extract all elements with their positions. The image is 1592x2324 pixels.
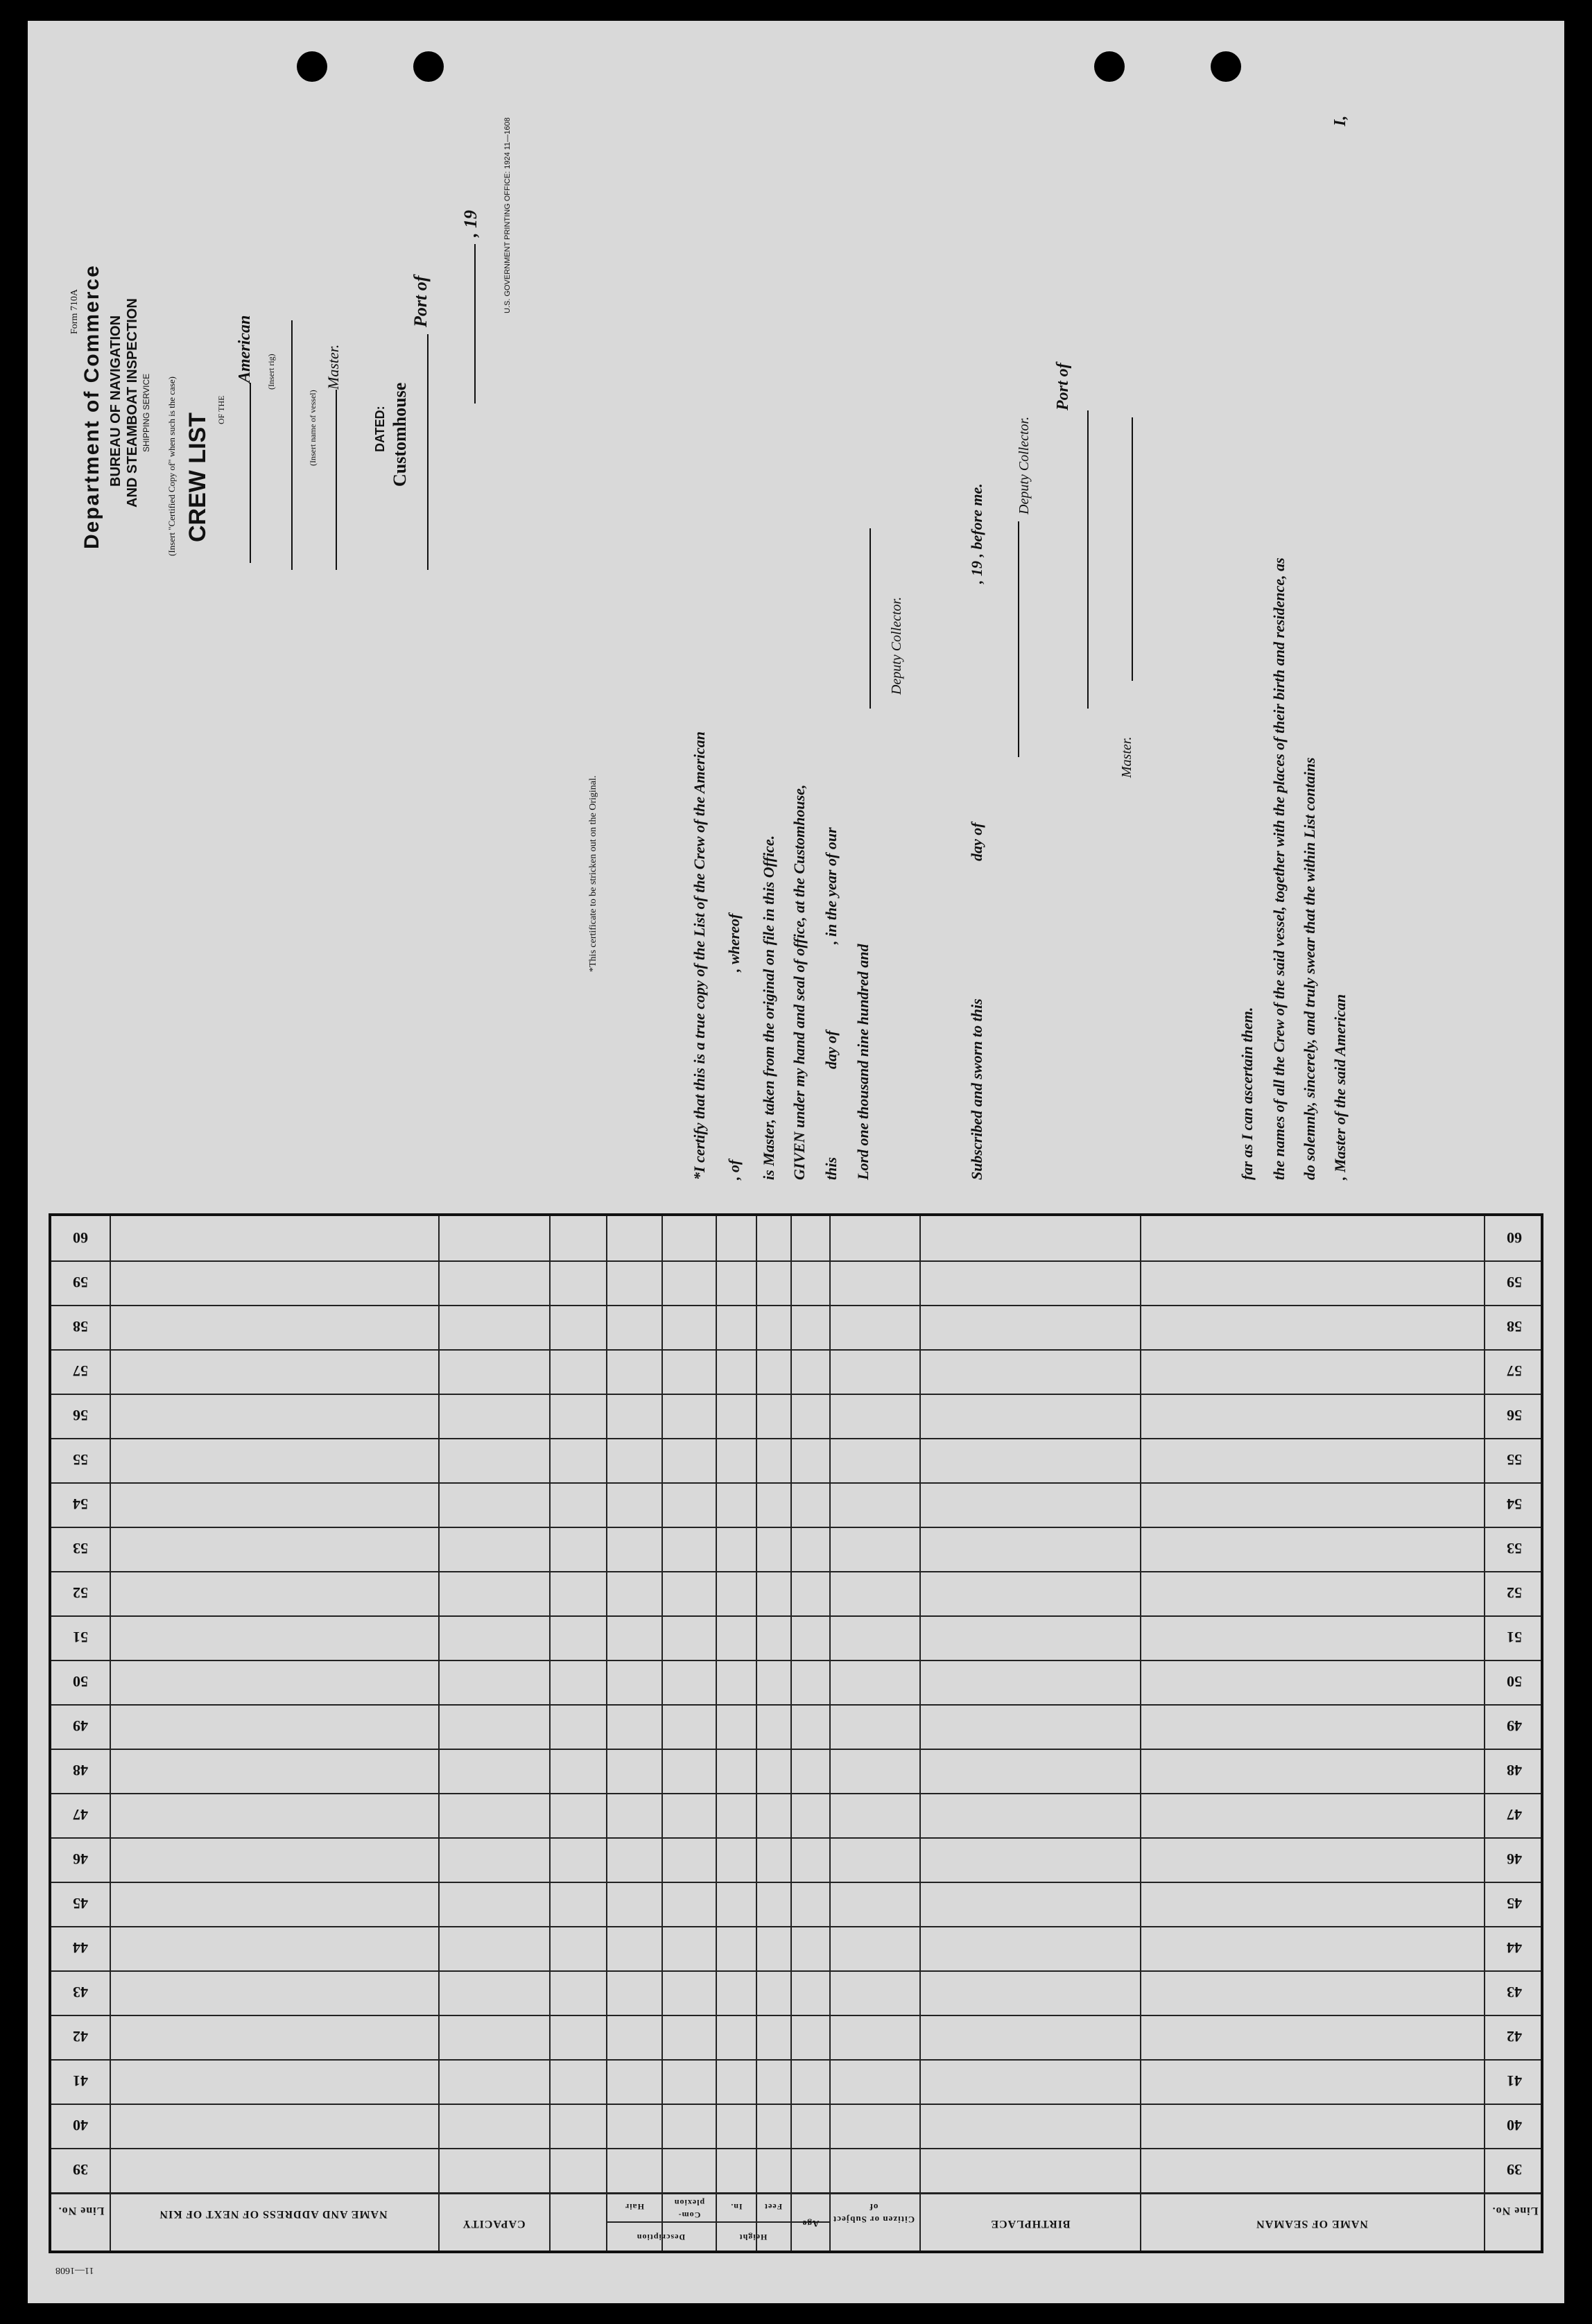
crew-list-sheet: [28, 21, 1564, 2303]
header-name-of-seaman: NAME OF SEAMAN: [1256, 2218, 1368, 2230]
header-line-no-right: Line No.: [1491, 2205, 1539, 2217]
header-next-of-kin: NAME AND ADDRESS OF NEXT OF KIN: [159, 2208, 388, 2220]
line-number: 43: [73, 1984, 88, 2001]
oath-line-2: do solemnly, sincerely, and truly swear that the within List contains: [1301, 757, 1318, 1180]
shipping-service: SHIPPING SERVICE: [141, 373, 151, 452]
line-number: 57: [1507, 1362, 1522, 1380]
certify-line-6: Lord one thousand nine hundred and: [854, 944, 872, 1180]
row-divider: [51, 2104, 1541, 2105]
oath-master-line: [1132, 417, 1133, 681]
line-number: 52: [73, 1584, 88, 1602]
upper-certificate-section: [28, 21, 1564, 1208]
line-number: 46: [73, 1850, 88, 1868]
header-capacity: CAPACITY: [462, 2218, 526, 2230]
line-number: 42: [1507, 2028, 1522, 2045]
subscribed-text: Subscribed and sworn to this: [968, 998, 985, 1180]
master-line: [336, 390, 337, 570]
row-divider: [51, 1305, 1541, 1306]
line-number: 56: [1507, 1407, 1522, 1424]
row-divider: [51, 1394, 1541, 1395]
line-number: 47: [73, 1806, 88, 1823]
line-number: 41: [1507, 2072, 1522, 2090]
header-complexion: Com-plexion: [673, 2198, 705, 2220]
line-number: 50: [1507, 1673, 1522, 1690]
footnote: *This certificate to be stricken out on the Original.: [588, 775, 598, 972]
master-label: Master.: [325, 344, 342, 390]
vessel-line: [291, 320, 293, 570]
line-number: 51: [73, 1629, 88, 1646]
row-divider: [51, 1970, 1541, 1972]
oath-port-line: [1087, 410, 1089, 709]
row-divider: [51, 1615, 1541, 1617]
row-divider: [51, 1837, 1541, 1839]
certify-line-1: *I certify that this is a true copy of the List of the Crew of the American: [691, 731, 708, 1180]
row-divider: [51, 1749, 1541, 1750]
oath-line-3: the names of all the Crew of the said vessel, together with the places of their birth and residence, as: [1270, 557, 1288, 1180]
certify-line-3: is Master, taken from the original on file in this Office.: [760, 835, 777, 1180]
certify-line-5c: , in the year of our: [822, 827, 840, 944]
oath-line-1b: , Master of the said American: [1331, 994, 1349, 1180]
row-divider: [51, 1260, 1541, 1262]
line-number: 50: [73, 1673, 88, 1690]
header-hair: Hair: [625, 2202, 644, 2212]
port-line: [427, 334, 429, 570]
certify-whereof: , whereof: [725, 913, 743, 972]
rig-line: [250, 383, 251, 563]
line-number: 53: [1507, 1540, 1522, 1557]
line-number: 54: [1507, 1495, 1522, 1513]
oath-deputy-line: [1018, 521, 1019, 757]
certify-line-2: , of: [725, 1159, 743, 1180]
form-number: Form 710A: [69, 289, 80, 334]
line-number: 48: [1507, 1762, 1522, 1779]
certify-line-5b: day of: [822, 1030, 840, 1069]
certify-deputy: Deputy Collector.: [889, 596, 904, 695]
line-number: 60: [1507, 1229, 1522, 1247]
header-height: Height: [738, 2232, 768, 2242]
line-number: 54: [73, 1495, 88, 1513]
day-of-text: day of: [968, 822, 985, 861]
oath-line-4: far as I can ascertain them.: [1238, 1007, 1256, 1180]
row-divider: [51, 2148, 1541, 2149]
header-inches: In.: [730, 2202, 743, 2212]
certify-line-4: GIVEN under my hand and seal of office, at the Customhouse,: [790, 784, 808, 1180]
line-number: 56: [73, 1407, 88, 1424]
line-number: 55: [1507, 1451, 1522, 1468]
insert-certified-note: (Insert "Certified Copy of" when such is the case): [166, 376, 177, 556]
line-number: 51: [1507, 1629, 1522, 1646]
row-divider: [51, 2015, 1541, 2016]
insert-vessel-note: (Insert name of vessel): [308, 390, 318, 466]
line-number: 55: [73, 1451, 88, 1468]
row-divider: [51, 1438, 1541, 1439]
row-divider: [51, 1527, 1541, 1528]
header-feet: Feet: [764, 2202, 782, 2212]
line-number: 59: [1507, 1274, 1522, 1291]
line-number: 40: [73, 2117, 88, 2134]
line-number: 43: [1507, 1984, 1522, 2001]
row-divider: [51, 1704, 1541, 1706]
line-number: 45: [73, 1895, 88, 1912]
row-divider: [51, 1482, 1541, 1484]
line-number: 46: [1507, 1850, 1522, 1868]
line-number: 58: [1507, 1318, 1522, 1335]
oath-line-1a: I,: [1331, 115, 1349, 126]
line-number: 47: [1507, 1806, 1522, 1823]
form-code: 11—1608: [55, 2265, 94, 2275]
line-number: 39: [1507, 2161, 1522, 2178]
row-divider: [51, 1926, 1541, 1927]
line-number: 48: [73, 1762, 88, 1779]
oath-deputy: Deputy Collector.: [1016, 416, 1032, 514]
certify-line-5a: this: [822, 1156, 840, 1180]
line-number: 40: [1507, 2117, 1522, 2134]
year-label: , 19: [460, 210, 481, 237]
line-number: 58: [73, 1318, 88, 1335]
header-age: Age: [802, 2219, 820, 2229]
line-number: 53: [73, 1540, 88, 1557]
of-the: OF THE: [216, 395, 226, 424]
line-number: 59: [73, 1274, 88, 1291]
line-number: 49: [1507, 1717, 1522, 1735]
line-number: 57: [73, 1362, 88, 1380]
insert-rig-note: (Insert rig): [266, 354, 276, 390]
line-number: 41: [73, 2072, 88, 2090]
line-number: 39: [73, 2161, 88, 2178]
dated-label: DATED:: [373, 406, 387, 452]
printer-imprint: U.S. GOVERNMENT PRINTING OFFICE: 1924 11—1608: [503, 117, 512, 313]
date-line: [474, 244, 476, 404]
deputy-line: [869, 528, 871, 709]
header-citizen: Citizen or Subject of: [832, 2202, 915, 2225]
line-number: 42: [73, 2028, 88, 2045]
line-number: 44: [1507, 1939, 1522, 1957]
row-divider: [51, 1571, 1541, 1572]
header-description: Description: [636, 2232, 686, 2242]
port-of-label: Port of: [410, 275, 431, 327]
bureau-line-2: AND STEAMBOAT INSPECTION: [125, 298, 140, 508]
department-title: Department of Commerce: [80, 264, 103, 549]
line-number: 49: [73, 1717, 88, 1735]
customhouse-label: Customhouse: [390, 382, 410, 487]
oath-master: Master.: [1119, 736, 1134, 778]
bureau-line-1: BUREAU OF NAVIGATION: [108, 315, 123, 487]
header-birthplace: BIRTHPLACE: [990, 2218, 1071, 2230]
year-before-text: , 19 , before me.: [968, 483, 985, 584]
line-number: 60: [73, 1229, 88, 1247]
oath-port-of: Port of: [1054, 363, 1072, 410]
row-divider: [51, 2059, 1541, 2061]
crew-grid: [49, 1213, 1543, 2253]
row-divider: [51, 1793, 1541, 1794]
row-divider: [51, 1660, 1541, 1661]
row-divider: [51, 1349, 1541, 1351]
line-number: 44: [73, 1939, 88, 1957]
crew-list-title: CREW LIST: [184, 413, 211, 542]
american-label: American: [236, 315, 254, 383]
line-number: 45: [1507, 1895, 1522, 1912]
line-number: 52: [1507, 1584, 1522, 1602]
header-line-no-left: Line No.: [58, 2205, 105, 2217]
row-divider: [51, 1882, 1541, 1883]
